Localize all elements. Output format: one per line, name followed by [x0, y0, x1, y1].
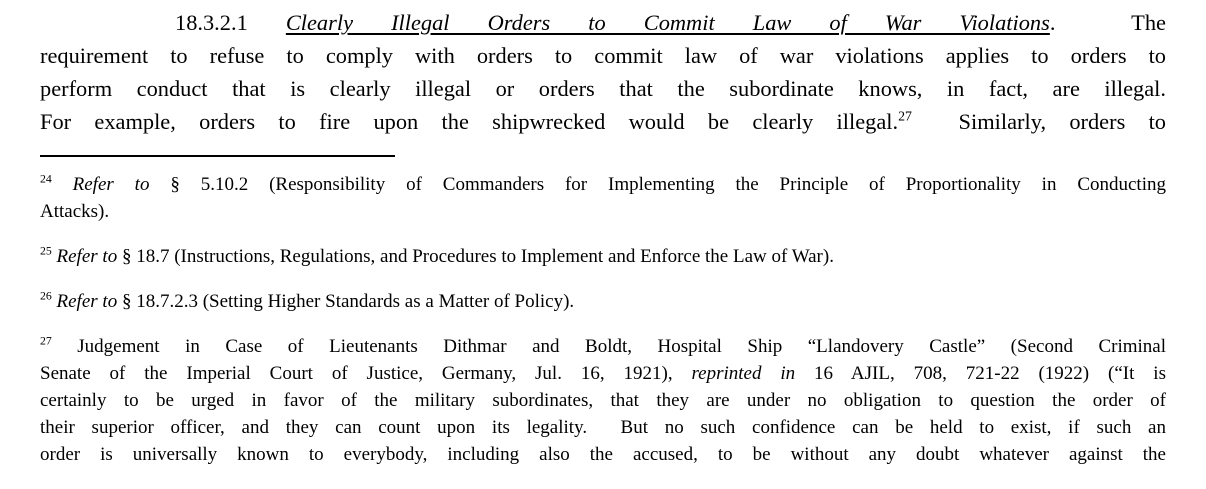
footnote-27: [40, 333, 1166, 468]
footnote-25-refer-to: Refer to: [51, 246, 118, 267]
section-number: 18.3.2.1: [175, 10, 286, 35]
footnote-27-line-1: [40, 333, 1166, 360]
footnotes-section: [40, 171, 1166, 468]
footnote-25-line-1: [40, 243, 1166, 270]
footnote-26-line-1: [40, 288, 1166, 315]
body-line-4-tail: Similarly, orders to: [911, 109, 1166, 134]
footnote-26-text: § 18.7.2.3 (Setting Higher Standards as a Matter of Policy).: [117, 291, 575, 312]
footnote-separator: [40, 155, 395, 157]
footnote-27-line-4: their superior officer, and they can count upon its legality. But no such confidence can be held to exist, if such an: [40, 417, 1166, 438]
footnote-27-line-1-text: Judgement in Case of Lieutenants Dithmar and Boldt, Hospital Ship “Llandovery Castle” (Second Criminal: [51, 336, 1166, 357]
footnote-26-refer-to: Refer to: [51, 291, 118, 312]
section-heading: Clearly Illegal Orders to Commit Law of War Violations: [285, 10, 1050, 35]
footnote-27-marker: 27: [40, 334, 52, 348]
footnote-24-text: § 5.10.2 (Responsibility of Commanders for Implementing the Principle of Proportionality in Conducting: [149, 174, 1166, 195]
body-paragraph: [40, 6, 1166, 138]
footnote-reference-27: 27: [898, 109, 912, 125]
footnote-27-line-2-text: Senate of the Imperial Court of Justice, Germany, Jul. 16, 1921),: [40, 363, 692, 384]
footnote-27-line-5: order is universally known to everybody, including also the accused, to be without any doubt whatever against the: [40, 444, 1166, 465]
footnote-25: [40, 243, 1166, 270]
footnote-25-marker: 25: [40, 244, 52, 258]
footnote-26: [40, 288, 1166, 315]
body-line-3: perform conduct that is clearly illegal or orders that the subordinate knows, in fact, are illegal.: [40, 76, 1166, 101]
footnote-24-marker: 24: [40, 172, 52, 186]
footnote-25-text: § 18.7 (Instructions, Regulations, and Procedures to Implement and Enforce the Law of War).: [117, 246, 834, 267]
body-line-1: [40, 6, 1166, 39]
body-line-4-text: For example, orders to fire upon the shipwrecked would be clearly illegal.: [40, 109, 899, 134]
footnote-27-line-3: certainly to be urged in favor of the military subordinates, that they are under no obligation to question the order of: [40, 390, 1166, 411]
body-line-2: requirement to refuse to comply with orders to commit law of war violations applies to orders to: [40, 43, 1166, 68]
footnote-27-line-2: [40, 360, 1166, 387]
footnote-24-refer-to: Refer to: [51, 174, 150, 195]
body-line-4: [40, 105, 1166, 138]
footnote-24-line-1: [40, 171, 1166, 198]
footnote-27-reprinted-in: reprinted in: [691, 363, 796, 384]
body-line-1-tail: . The: [1049, 10, 1166, 35]
footnote-24: [40, 171, 1166, 225]
footnote-24-line-2: Attacks).: [40, 201, 110, 222]
footnote-27-line-2-tail: 16 AJIL, 708, 721-22 (1922) (“It is: [795, 363, 1166, 384]
footnote-26-marker: 26: [40, 289, 52, 303]
